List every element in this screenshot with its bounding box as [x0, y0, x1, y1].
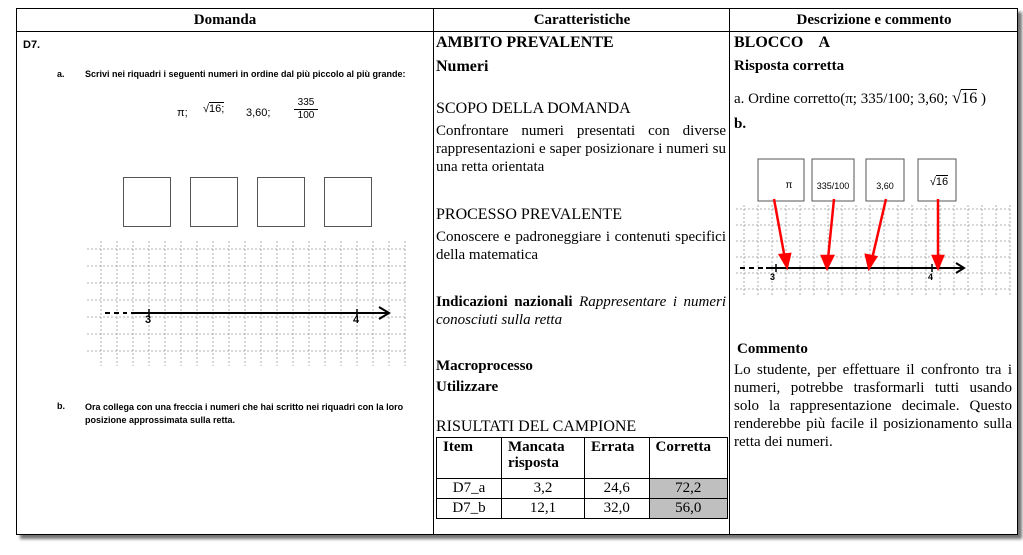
domanda-column	[17, 9, 433, 534]
diagram-box-sqrt	[920, 176, 958, 188]
table-header-item: Item	[437, 438, 502, 479]
table-cell-corretta: 72,2	[649, 479, 728, 499]
diagram-box-sqrt-radicand: 16	[935, 176, 949, 188]
answer-a-suffix: )	[981, 91, 987, 107]
answer-diagram	[736, 155, 1012, 295]
sqrt-symbol: √	[951, 88, 962, 107]
table-row	[437, 499, 728, 519]
answer-box-1[interactable]	[123, 177, 171, 227]
descrizione-column	[729, 9, 1018, 534]
processo-text: Conoscere e padroneggiare i contenuti specifici della matematica	[436, 229, 726, 263]
indicazioni	[436, 293, 726, 329]
table-cell-errata: 32,0	[585, 499, 650, 519]
answer-a	[734, 89, 986, 108]
question-number: D7.	[23, 39, 41, 51]
descrizione-header: Descrizione e commento	[730, 9, 1018, 32]
fraction-denominator: 100	[294, 109, 318, 121]
table-cell-mancata: 3,2	[502, 479, 585, 499]
macro-title: Macroprocesso	[436, 358, 533, 374]
answer-a-prefix: a. Ordine corretto(	[734, 91, 846, 107]
domanda-header: Domanda	[17, 9, 433, 32]
risultati-title: RISULTATI DEL CAMPIONE	[436, 418, 637, 435]
answer-a-values: π; 335/100; 3,60;	[845, 91, 949, 107]
part-b-text: Ora collega con una freccia i numeri che hai scritto nei riquadri con la loro posizione approssimata sulla retta.	[85, 402, 404, 425]
table-header-mancata: Mancata risposta	[502, 438, 585, 479]
sqrt-symbol: √	[203, 103, 210, 115]
answer-b-label: b.	[734, 116, 747, 132]
fraction-numerator: 335	[297, 97, 315, 108]
macro-value: Utilizzare	[436, 379, 499, 395]
table-cell-mancata: 12,1	[502, 499, 585, 519]
caratteristiche-header: Caratteristiche	[434, 9, 730, 32]
number-line-grid	[87, 241, 407, 366]
answer-box-4[interactable]	[324, 177, 372, 227]
number-decimal: 3,60;	[246, 107, 271, 119]
part-a-text: Scrivi nei riquadri i seguenti numeri in ordine dal più piccolo al più grande:	[85, 69, 406, 79]
risposta-label: Risposta corretta	[734, 58, 845, 74]
table-row	[437, 479, 728, 499]
table-header-corretta: Corretta	[649, 438, 728, 479]
part-b-label: b.	[57, 401, 65, 411]
scopo-text: Confrontare numeri presentati con diverse rappresentazioni e saper posizionare i numeri su una retta orientata	[436, 123, 726, 175]
table-cell-item: D7_b	[437, 499, 502, 519]
blocco-label: BLOCCO A	[734, 34, 831, 51]
scopo-title: SCOPO DELLA DOMANDA	[436, 100, 631, 117]
indicazioni-text: Rappresentare i numeri conosciuti sulla retta	[436, 294, 727, 328]
diagram-tick-3: 3	[770, 272, 776, 282]
table-cell-corretta: 56,0	[649, 499, 728, 519]
diagram-box-decimal: 3,60	[876, 181, 894, 191]
processo-title: PROCESSO PREVALENTE	[436, 206, 622, 223]
content-frame	[16, 8, 1018, 535]
part-a-label: a.	[57, 69, 65, 79]
table-header-errata: Errata	[585, 438, 650, 479]
indicazioni-label: Indicazioni nazionali	[436, 294, 573, 310]
table-cell-errata: 24,6	[585, 479, 650, 499]
diagram-box-pi: π	[785, 180, 793, 191]
diagram-tick-4: 4	[928, 272, 934, 282]
table-cell-item: D7_a	[437, 479, 502, 499]
commento-title: Commento	[737, 341, 808, 357]
commento-text: Lo studente, per effettuare il confronto tra i numeri, potrebbe trasformarli tutti usando solo la rappresentazione decimale. Questo renderebbe più facile il posizionamento sulla retta dei numeri.	[734, 362, 1012, 450]
table-header-row	[437, 438, 728, 479]
ambito-title: AMBITO PREVALENTE	[436, 34, 614, 51]
number-fraction	[294, 97, 318, 121]
answer-a-sqrt: 16	[961, 90, 978, 107]
caratteristiche-column	[433, 9, 730, 534]
number-pi: π;	[177, 107, 188, 119]
results-table	[436, 437, 728, 519]
sqrt-radicand: 16;	[209, 103, 225, 115]
diagram-box-fraction: 335/100	[816, 181, 850, 191]
ambito-value: Numeri	[436, 58, 489, 75]
sqrt-symbol: √	[929, 176, 936, 188]
number-sqrt	[203, 103, 224, 115]
tick-label-4: 4	[353, 314, 360, 326]
answer-box-2[interactable]	[190, 177, 238, 227]
answer-box-3[interactable]	[257, 177, 305, 227]
tick-label-3: 3	[145, 314, 152, 326]
